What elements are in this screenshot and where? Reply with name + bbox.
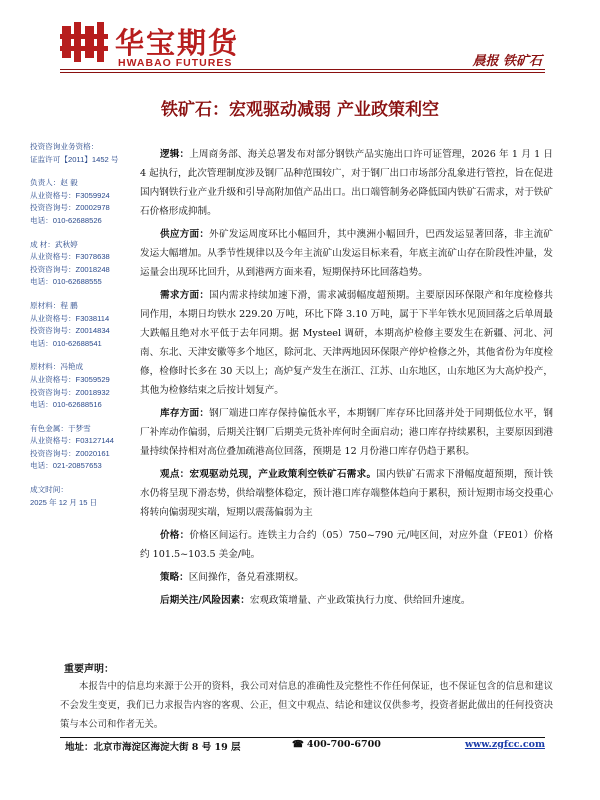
phone-icon: ☎ <box>292 739 304 750</box>
paragraph-text: 钢厂端进口库存保持偏低水平，本期钢厂库存环比回落并处于同期低位水平，钢厂补库动作偏弱，后期关注钢厂后期美元货补库何时全面启动；港口库存持续累积，主要原因到港量持续保持相对高位叠加疏港高位回落，预期是 12 月份港口库存仍趋于累积。 <box>140 408 554 457</box>
analyst-name: 赵 毅 <box>60 178 78 188</box>
logo-mark-icon <box>60 20 110 64</box>
paragraph-text: 价格区间运行。连铁主力合约（05）750~790 元/吨区间，对应外盘（FE01）价格约 101.5~103.5 美金/吨。 <box>140 530 554 560</box>
paragraph-text: 国内需求持续加速下滑，需求减弱幅度超预期。主要原因环保限产和年度检修共同作用，本期日均铁水 229.20 万吨，环比下降 3.10 万吨，属于下半年铁水见顶回落之后单周最大跌幅且绝对水平低于去年同期。据 Mysteel 调研，本期高炉检修主要发生在新疆、河北、河南、东北、天津安徽等多个地区，除河北、天津两地因环保限产停炉检修之外，其他省份为年度检修，检修时长多在 30 天以上；高炉复产发生在浙江、江苏、山东地区，山东地区为大高炉投产，其他为检修结束之后按计划复产。 <box>140 290 554 396</box>
analyst-role-name <box>30 361 140 374</box>
analyst-phone: 电话：010-62688555 <box>30 277 102 287</box>
company-logo <box>60 20 260 70</box>
analyst-advisory: 投资咨询号：Z0018248 <box>30 264 110 274</box>
paragraph-text: 上周商务部、海关总署发布对部分钢铁产品实施出口许可证管理，2026 年 1 月 1 日 4 起执行，此次管理制度涉及钢厂品种范围较广，对于钢厂出口市场部分乱象进行管控，旨在促进国内钢铁行业产业升级和引导高附加值产品出口。出口端管制务必降低国内铁矿石需求，对于铁矿石价格形成抑制。 <box>140 149 554 217</box>
analyst-role: 原材料： <box>30 300 61 310</box>
footer-divider <box>60 737 545 738</box>
paragraph-text: 区间操作，备兑看涨期权。 <box>188 572 304 583</box>
inventory-paragraph <box>140 404 553 461</box>
report-category-tag: 晨报 铁矿石 <box>472 54 542 69</box>
qualification-block <box>30 141 140 166</box>
analyst-block <box>30 239 140 289</box>
analyst-sidebar <box>30 141 140 520</box>
analyst-license: 从业资格号：F03127144 <box>30 436 114 446</box>
paragraph-label: 需求方面： <box>160 290 210 301</box>
analyst-name: 武秋婷 <box>54 239 78 249</box>
paragraph-text: 国内铁矿石需求下滑幅度超预期，预计铁水仍将呈现下滑态势，供给端整体稳定，预计港口库存端整体趋向于累积，预计短期市场交投重心将转向偏弱现实端，短期以震荡偏弱为主 <box>140 469 554 518</box>
analyst-role-name <box>30 239 140 252</box>
footer-address: 地址：北京市海淀区海淀大街 8 号 19 层 <box>65 742 241 753</box>
price-paragraph <box>140 526 553 564</box>
analyst-block <box>30 300 140 350</box>
footer-website-link[interactable]: www.zgfcc.com <box>464 739 545 750</box>
analyst-role: 负责人： <box>30 178 61 188</box>
paragraph-label: 观点： <box>160 469 190 480</box>
date-block <box>30 484 140 509</box>
paragraph-lead: 宏观驱动兑现，产业政策利空铁矿石需求。 <box>189 469 377 480</box>
demand-paragraph <box>140 286 553 400</box>
analyst-role-name <box>30 423 140 436</box>
analyst-role-name <box>30 300 140 313</box>
footer-phone-group <box>292 739 381 750</box>
qualification-label: 投资咨询业务资格： <box>30 142 99 151</box>
disclaimer-title: 重要声明： <box>64 664 114 675</box>
risk-paragraph <box>140 591 553 610</box>
analyst-name: 冯艳成 <box>60 362 84 372</box>
qualification-license: 证监许可【2011】1452 号 <box>30 154 119 164</box>
analyst-phone: 电话：010-62688541 <box>30 338 102 348</box>
analyst-advisory: 投资咨询号：Z0020161 <box>30 448 110 458</box>
paragraph-label: 库存方面： <box>160 408 210 419</box>
analyst-license: 从业资格号：F3078638 <box>30 252 110 262</box>
logic-paragraph <box>140 145 553 221</box>
footer-phone: 400-700-6700 <box>306 739 381 750</box>
analyst-role-name <box>30 177 140 190</box>
date-label: 成文时间： <box>30 485 68 495</box>
page-footer <box>60 739 545 753</box>
paragraph-label: 供应方面： <box>160 229 210 240</box>
analyst-phone: 电话：010-62688516 <box>30 400 102 410</box>
analyst-phone: 电话：010-62688526 <box>30 215 102 225</box>
analyst-role: 有色金属： <box>30 423 68 433</box>
analyst-license: 从业资格号：F3059529 <box>30 374 110 384</box>
analyst-phone: 电话：021-20857653 <box>30 461 102 471</box>
analyst-block <box>30 361 140 411</box>
analyst-advisory: 投资咨询号：Z0018932 <box>30 387 110 397</box>
logo-english-name: HWABAO FUTURES <box>118 57 233 69</box>
analyst-license: 从业资格号：F3059924 <box>30 190 110 200</box>
analyst-advisory: 投资咨询号：Z0002978 <box>30 203 110 213</box>
header-divider-thin <box>60 72 545 73</box>
report-body <box>140 145 553 610</box>
analyst-block <box>30 177 140 227</box>
disclaimer-text: 本报告中的信息均来源于公开的资料，我公司对信息的准确性及完整性不作任何保证，也不保证包含的信息和建议不会发生变更，我们已力求报告内容的客观、公正，但文中观点、结论和建议仅供参考，投资者据此做出的任何投资决策与本公司和作者无关。 <box>60 681 553 730</box>
analyst-role: 成 材： <box>30 239 55 249</box>
analyst-role: 原材料： <box>30 362 61 372</box>
paragraph-label: 逻辑： <box>160 149 190 160</box>
date-value: 2025 年 12 月 15 日 <box>30 497 98 507</box>
paragraph-text: 宏观政策增量、产业政策执行力度、供给回升速度。 <box>249 595 471 606</box>
view-paragraph <box>140 465 553 522</box>
analyst-license: 从业资格号：F3038114 <box>30 313 110 323</box>
paragraph-label: 策略： <box>160 572 189 583</box>
paragraph-text: 外矿发运周度环比小幅回升，其中澳洲小幅回升，巴西发运显著回落，非主流矿发运大幅增加。从季节性规律以及今年主流矿山发运目标来看，年底主流矿山存在阶段性冲量，发运量会出现环比回升，从到港两方面来看，短期保持环比回落趋势。 <box>140 229 554 278</box>
analyst-name: 程 鹏 <box>60 300 78 310</box>
supply-paragraph <box>140 225 553 282</box>
logo-chinese-name: 华宝期货 <box>115 26 240 60</box>
header-divider <box>60 69 545 70</box>
analyst-advisory: 投资咨询号：Z0014834 <box>30 326 110 336</box>
analyst-name: 于梦雪 <box>67 423 91 433</box>
paragraph-label: 后期关注/风险因素： <box>160 595 250 606</box>
report-title: 铁矿石：宏观驱动减弱 产业政策利空 <box>161 100 439 120</box>
analyst-block <box>30 423 140 473</box>
paragraph-label: 价格： <box>160 530 190 541</box>
strategy-paragraph <box>140 568 553 587</box>
